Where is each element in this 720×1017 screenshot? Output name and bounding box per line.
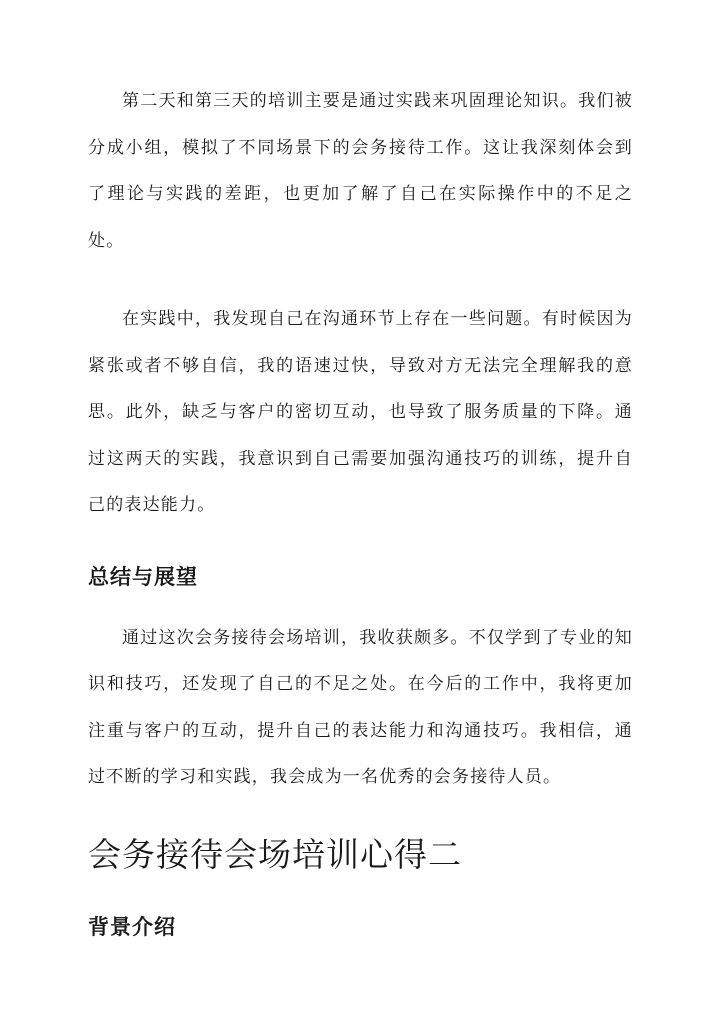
- article-title: 会务接待会场培训心得二: [88, 834, 462, 874]
- paragraph-practice-training: 第二天和第三天的培训主要是通过实践来巩固理论知识。我们被分成小组，模拟了不同场景下的会务接待工作。这让我深刻体会到了理论与实践的差距，也更加了解了自己在实际操作中的不足之处。: [88, 91, 633, 251]
- document-body: [88, 78, 633, 965]
- paragraph-communication-issues: 在实践中，我发现自己在沟通环节上存在一些问题。有时候因为紧张或者不够自信，我的语速过快，导致对方无法完全理解我的意思。此外，缺乏与客户的密切互动，也导致了服务质量的下降。通过这两天的实践，我意识到自己需要加强沟通技巧的训练，提升自己的表达能力。: [88, 309, 633, 515]
- section-heading-background: 背景介绍: [88, 913, 176, 939]
- section-heading-summary: 总结与展望: [88, 563, 198, 589]
- paragraph-summary: 通过这次会务接待会场培训，我收获颇多。不仅学到了专业的知识和技巧，还发现了自己的不足之处。在今后的工作中，我将更加注重与客户的互动，提升自己的表达能力和沟通技巧。我相信，通过不断的学习和实践，我会成为一名优秀的会务接待人员。: [88, 627, 633, 787]
